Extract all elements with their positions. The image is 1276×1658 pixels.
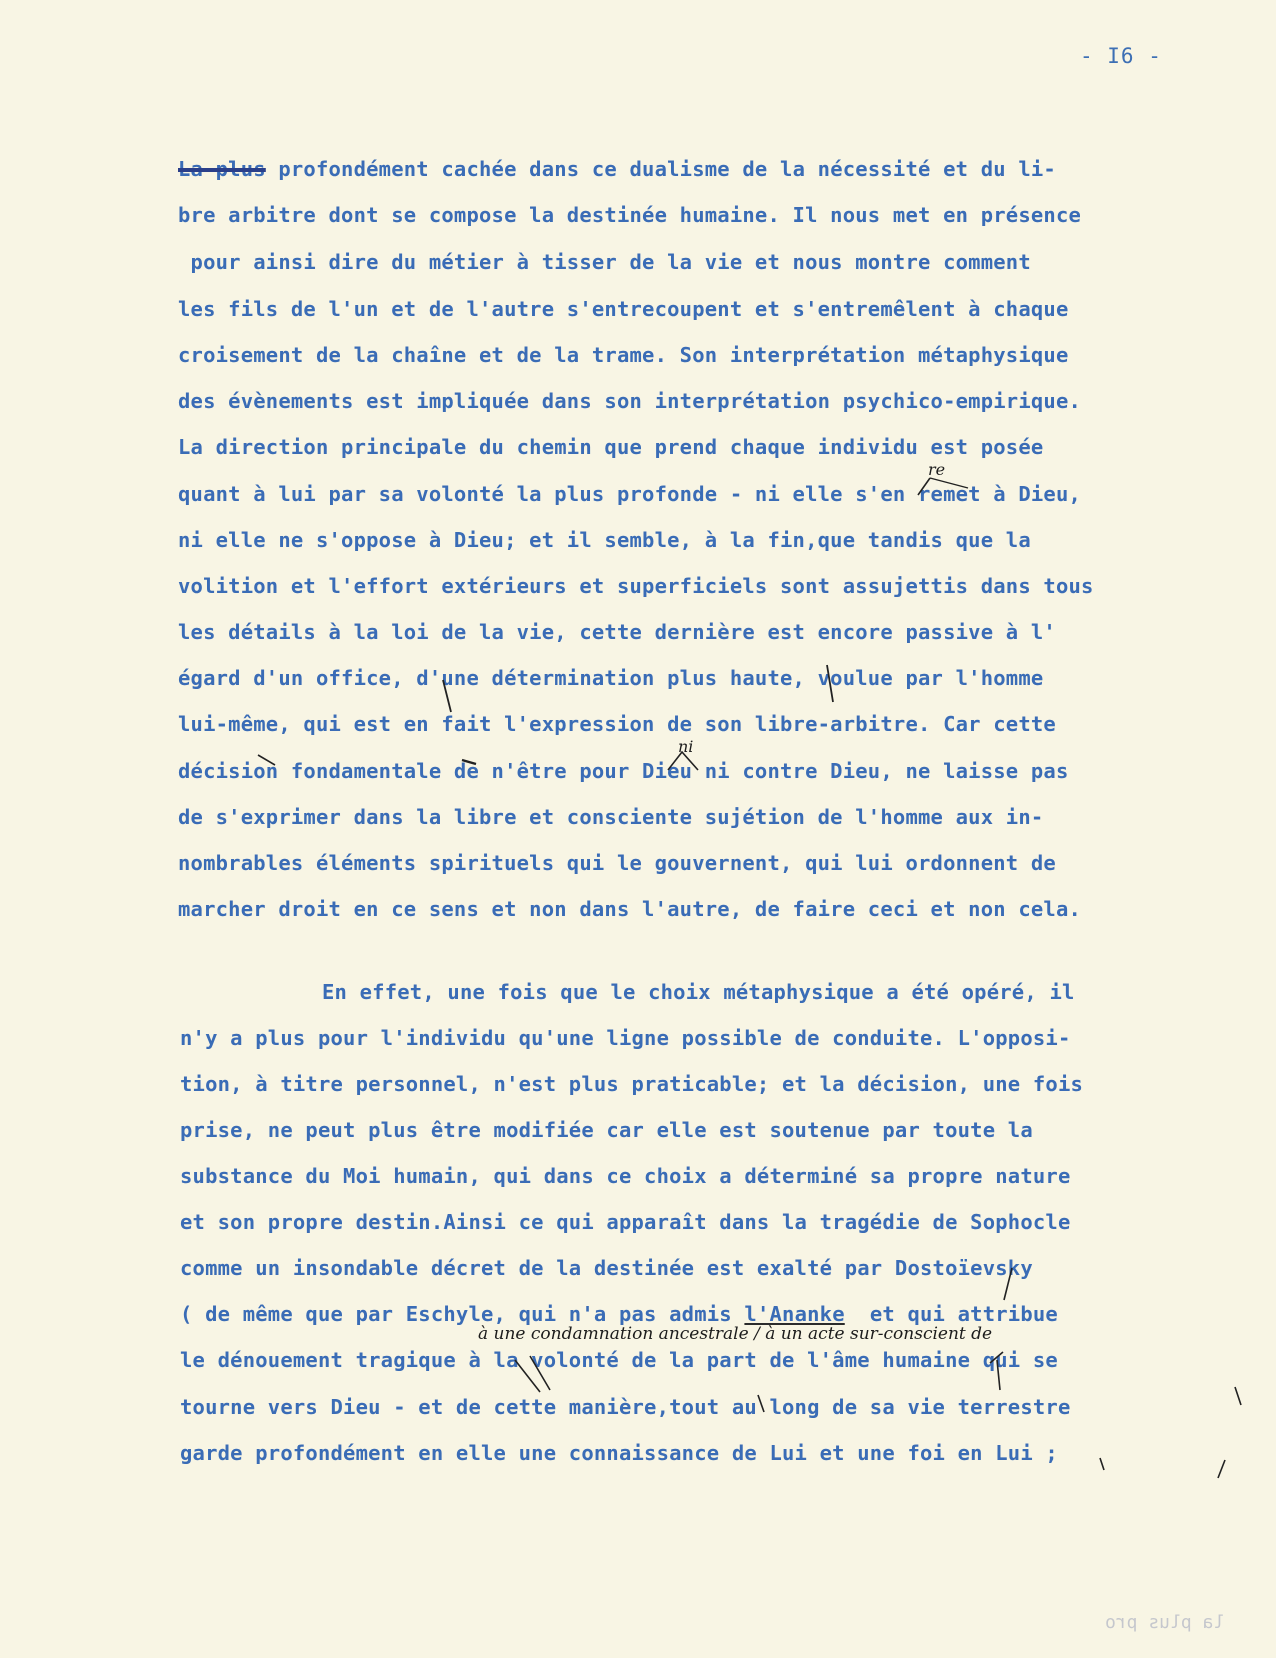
text-line: et son propre destin.Ainsi ce qui apparaît dans la tragédie de Sophocle bbox=[180, 1210, 1071, 1234]
caret-mark bbox=[990, 1352, 1003, 1390]
text-span: et qui attribue bbox=[844, 1302, 1058, 1326]
text-line: quant à lui par sa volonté la plus profonde - ni elle s'en remet à Dieu, bbox=[178, 482, 1082, 506]
caret-mark bbox=[918, 478, 930, 495]
text-line: garde profondément en elle une connaissance de Lui et une foi en Lui ; bbox=[180, 1441, 1058, 1465]
handwritten-insertion: à une condamnation ancestrale / à un acte sur-conscient de bbox=[478, 1324, 993, 1344]
text-line: des évènements est impliquée dans son interprétation psychico-empirique. bbox=[178, 389, 1082, 413]
bleed-through-text: la plus pro bbox=[1105, 1612, 1225, 1633]
handwritten-insertion: re bbox=[928, 460, 946, 479]
text-line: nombrables éléments spirituels qui le gouvernent, qui lui ordonnent de bbox=[178, 851, 1056, 875]
text-line: bre arbitre dont se compose la destinée humaine. Il nous met en présence bbox=[178, 203, 1082, 227]
page-number: - I6 - bbox=[1080, 44, 1162, 68]
text-span: ( de même que par Eschyle, qui n'a pas admis bbox=[180, 1302, 745, 1326]
slash-mark bbox=[1004, 1268, 1012, 1300]
underlined-text: l'Ananke bbox=[744, 1302, 845, 1326]
slash-mark bbox=[443, 680, 451, 712]
text-line: La direction principale du chemin que prend chaque individu est posée bbox=[178, 435, 1044, 459]
caret-mark bbox=[930, 478, 968, 488]
text-line: prise, ne peut plus être modifiée car elle est soutenue par toute la bbox=[180, 1118, 1033, 1142]
text-span: profondément cachée dans ce dualisme de la nécessité et du li- bbox=[265, 157, 1056, 181]
text-line: marcher droit en ce sens et non dans l'autre, de faire ceci et non cela. bbox=[178, 897, 1082, 921]
text-line: volition et l'effort extérieurs et superficiels sont assujettis dans tous bbox=[178, 574, 1094, 598]
text-line: ni elle ne s'oppose à Dieu; et il semble, à la fin,que tandis que la bbox=[178, 528, 1031, 552]
text-line: comme un insondable décret de la destinée est exalté par Dostoïevsky bbox=[180, 1256, 1033, 1280]
text-line: croisement de la chaîne et de la trame. Son interprétation métaphysique bbox=[178, 343, 1069, 367]
comma-mark bbox=[1235, 1387, 1241, 1405]
caret-mark bbox=[668, 752, 698, 770]
text-line: les détails à la loi de la vie, cette dernière est encore passive à l' bbox=[178, 620, 1056, 644]
text-line: substance du Moi humain, qui dans ce choix a déterminé sa propre nature bbox=[180, 1164, 1071, 1188]
text-line: les fils de l'un et de l'autre s'entrecoupent et s'entremêlent à chaque bbox=[178, 297, 1069, 321]
text-line: le dénouement tragique à la volonté de la part de l'âme humaine qui se bbox=[180, 1348, 1058, 1372]
text-line: décision fondamentale de n'être pour Dieu ni contre Dieu, ne laisse pas bbox=[178, 759, 1069, 783]
text-line: En effet, une fois que le choix métaphysique a été opéré, il bbox=[322, 980, 1075, 1004]
text-line: égard d'un office, d'une détermination plus haute, voulue par l'homme bbox=[178, 666, 1044, 690]
text-line: lui-même, qui est en fait l'expression de son libre-arbitre. Car cette bbox=[178, 712, 1056, 736]
strike-mark bbox=[462, 760, 476, 764]
comma-mark bbox=[758, 1395, 764, 1412]
text-line: tourne vers Dieu - et de cette manière,tout au long de sa vie terrestre bbox=[180, 1395, 1071, 1419]
handwritten-insertion: ni bbox=[678, 737, 694, 756]
insertion-mark bbox=[515, 1356, 550, 1392]
strike-mark bbox=[258, 755, 275, 765]
struck-text: La plus bbox=[178, 157, 266, 181]
slash-mark bbox=[1100, 1458, 1104, 1470]
text-line: n'y a plus pour l'individu qu'une ligne possible de conduite. L'opposi- bbox=[180, 1026, 1071, 1050]
semicolon-mark bbox=[1218, 1460, 1225, 1478]
text-line: de s'exprimer dans la libre et consciente sujétion de l'homme aux in- bbox=[178, 805, 1044, 829]
text-line: tion, à titre personnel, n'est plus praticable; et la décision, une fois bbox=[180, 1072, 1084, 1096]
text-line: pour ainsi dire du métier à tisser de la vie et nous montre comment bbox=[178, 250, 1031, 274]
slash-mark bbox=[827, 665, 833, 702]
